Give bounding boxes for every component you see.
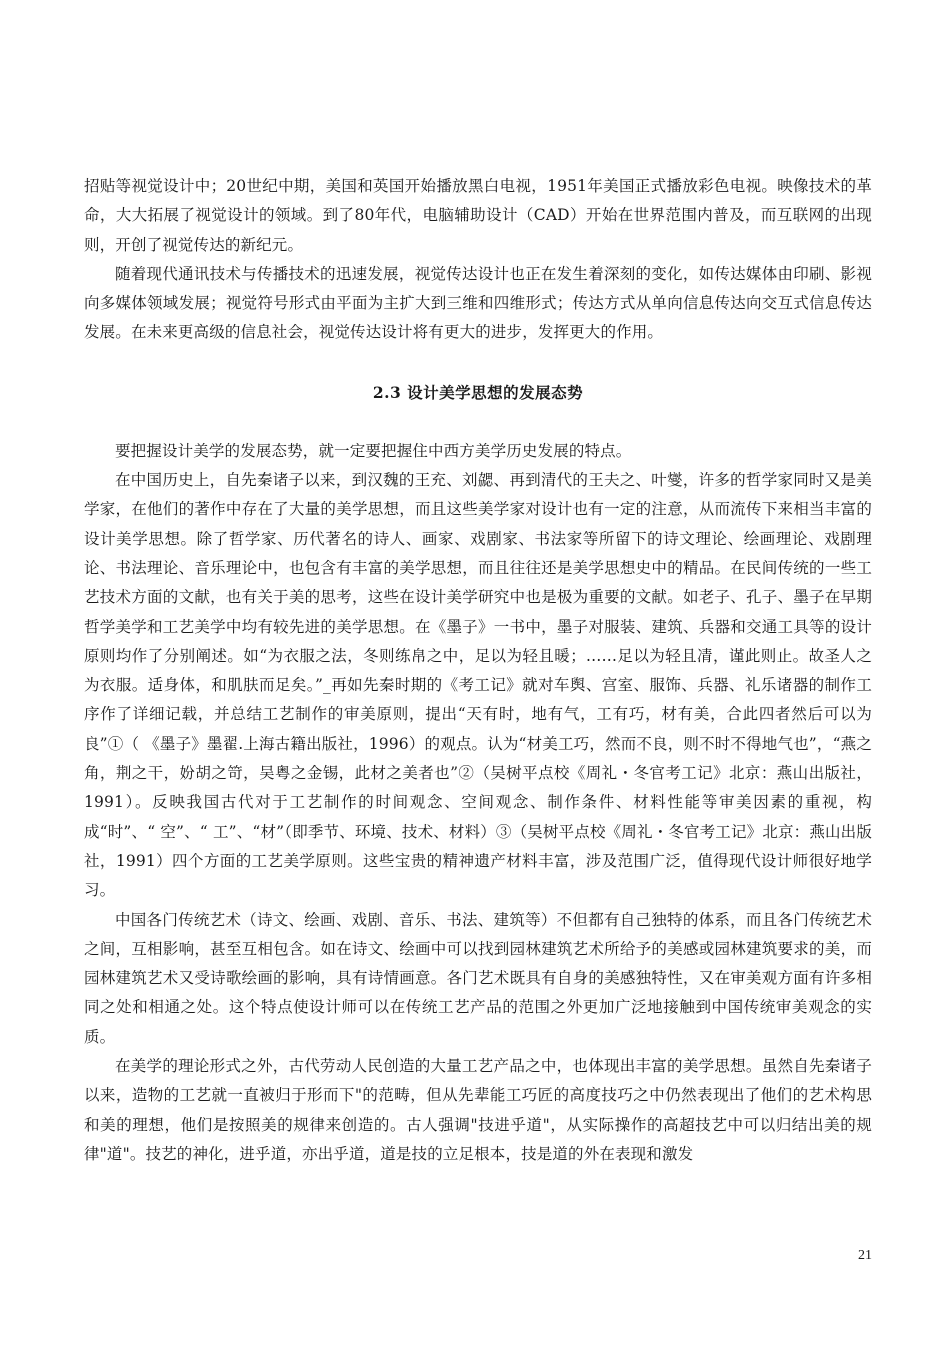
paragraph-1: 招贴等视觉设计中；20世纪中期，美国和英国开始播放黑白电视，1951年美国正式播放彩色电视。映像技术的革命，大大拓展了视觉设计的领域。到了80年代，电脑辅助设计（CAD）开始在世界范围内普及，而互联网的出现则，开创了视觉传达的新纪元。 [84, 177, 872, 254]
paragraph-4: 在中国历史上，自先秦诸子以来，到汉魏的王充、刘勰、再到清代的王夫之、叶燮，许多的哲学家同时又是美学家，在他们的著作中存在了大量的美学思想，而且这些美学家对设计也有一定的注意，从而流传下来相当丰富的设计美学思想。除了哲学家、历代著名的诗人、画家、戏剧家、书法家等所留下的诗文理论、绘画理论、戏剧理论、书法理论、音乐理论中，也包含有丰富的美学思想，而且往往还是美学思想史中的精品。在民间传统的一些工艺技术方面的文献，也有关于美的思考，这些在设计美学研究中也是极为重要的文献。如老子、孔子、墨子在早期哲学美学和工艺美学中均有较先进的美学思想。在《墨子》一书中，墨子对服装、建筑、兵器和交通工具等的设计原则均作了分别阐述。如“为衣服之法，冬则练帛之中，足以为轻且暖；……足以为轻且凊，谨此则止。故圣人之为衣服。适身体，和肌肤而足矣。”_再如先秦时期的《考工记》就对车舆、宫室、服饰、兵器、礼乐诸器的制作工序作了详细记载，并总结工艺制作的审美原则，提出“天有时，地有气，工有巧，材有美，合此四者然后可以为良”①（ 《墨子》墨翟.上海古籍出版社，1996）的观点。认为“材美工巧，然而不良，则不时不得地气也”，“燕之角，荆之干，妢胡之笴，吴粤之金锡，此材之美者也”②（吴树平点校《周礼・冬官考工记》北京：燕山出版社，1991）。反映我国古代对于工艺制作的时间观念、空间观念、制作条件、材料性能等审美因素的重视，构成“时”、“ 空”、“ 工”、“材”（即季节、环境、技术、材料）③（吴树平点校《周礼・冬官考工记》北京：燕山出版社，1991）四个方面的工艺美学原则。这些宝贵的精神遗产材料丰富，涉及范围广泛，值得现代设计师很好地学习。 [84, 471, 872, 900]
paragraph-6: 在美学的理论形式之外，古代劳动人民创造的大量工艺产品之中，也体现出丰富的美学思想。虽然自先秦诸子以来，造物的工艺就一直被归于形而下"的范畴，但从先辈能工巧匠的高度技巧之中仍然表现出了他们的艺术构思和美的理想，他们是按照美的规律来创造的。古人强调"技进乎道"，从实际操作的高超技艺中可以归结出美的规律"道"。技艺的神化，进乎道，亦出乎道，道是技的立足根本，技是道的外在表现和激发 [84, 1057, 872, 1163]
page-body [84, 172, 872, 1169]
section-heading: 2.3 设计美学思想的发展态势 [372, 382, 584, 402]
paragraph-2: 随着现代通讯技术与传播技术的迅速发展，视觉传达设计也正在发生着深刻的变化，如传达媒体由印刷、影视向多媒体领域发展；视觉符号形式由平面为主扩大到三维和四维形式；传达方式从单向信息传达向交互式信息传达发展。在未来更高级的信息社会，视觉传达设计将有更大的进步，发挥更大的作用。 [84, 264, 872, 342]
page-number: 21 [858, 1248, 872, 1263]
paragraph-3: 要把握设计美学的发展态势，就一定要把握住中西方美学历史发展的特点。 [115, 441, 632, 460]
paragraph-5: 中国各门传统艺术（诗文、绘画、戏剧、音乐、书法、建筑等）不但都有自己独特的体系，而且各门传统艺术之间，互相影响，甚至互相包含。如在诗文、绘画中可以找到园林建筑艺术所给予的美感或园林建筑要求的美，而园林建筑艺术又受诗歌绘画的影响，具有诗情画意。各门艺术既具有自身的美感独特性，又在审美观方面有许多相同之处和相通之处。这个特点使设计师可以在传统工艺产品的范围之外更加广泛地接触到中国传统审美观念的实质。 [84, 910, 872, 1046]
